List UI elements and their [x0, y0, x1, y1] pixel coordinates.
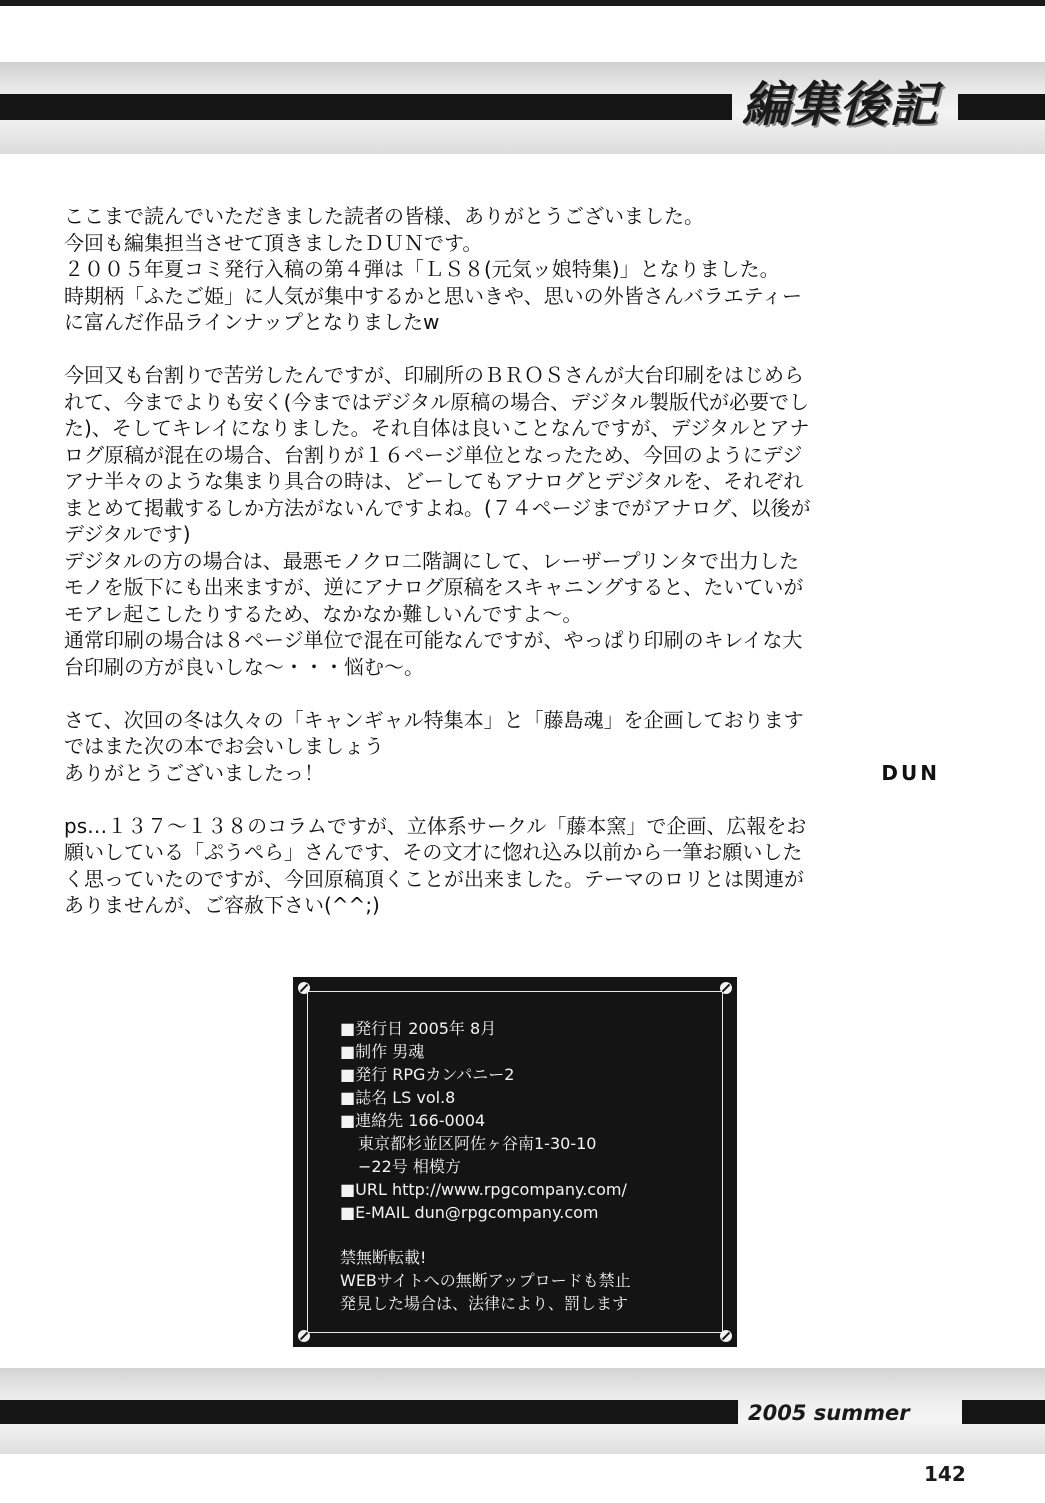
colophon-line: ■誌名 LS vol.8	[340, 1088, 456, 1107]
text-line: まとめて掲載するしか方法がないんですよね。(７４ページまでがアナログ、以後が	[64, 495, 811, 520]
text-line: た)、そしてキレイになりました。それ自体は良いことなんですが、デジタルとアナ	[64, 416, 810, 440]
colophon-gap	[340, 1224, 720, 1246]
screw-icon	[720, 1330, 732, 1342]
footer-bar-right	[962, 1400, 1045, 1424]
ps-line: ありませんが、ご容赦下さい(^^;)	[64, 893, 380, 917]
closing-text: ありがとうございましたっ！	[64, 760, 324, 785]
colophon-text	[340, 1017, 720, 1315]
notice-line: 発見した場合は、法律により、罰します	[340, 1294, 629, 1313]
colophon-line: ■発行 RPGカンパニー2	[340, 1065, 515, 1084]
text-line: 時期柄「ふたご姫」に人気が集中するかと思いきや、思いの外皆さんバラエティー	[64, 283, 802, 308]
paragraph-gap	[64, 680, 954, 707]
closing-line	[64, 760, 954, 787]
text-line: ログ原稿が混在の場合、台割りが１６ページ単位となったため、今回のようにデジ	[64, 442, 803, 467]
paragraph-1	[64, 203, 954, 336]
colophon-line: ■発行日 2005年 8月	[340, 1019, 497, 1038]
text-line: 台印刷の方が良いしな〜・・・悩む〜。	[64, 654, 424, 679]
ps-line: ps…１３７〜１３８のコラムですが、立体系サークル「藤本窯」で企画、広報をお	[64, 813, 807, 838]
text-line: モノを版下にも出来ますが、逆にアナログ原稿をスキャニングすると、たいていが	[64, 575, 804, 599]
page-number: 142	[924, 1462, 966, 1486]
text-line: 今回も編集担当させて頂きましたＤＵＮです。	[64, 230, 483, 255]
text-line: デジタルの方の場合は、最悪モノクロ二階調にして、レーザープリンタで出力した	[64, 548, 799, 573]
colophon-line: ■制作 男魂	[340, 1042, 425, 1061]
footer-label: 2005 summer	[748, 1401, 910, 1425]
afterword-body	[64, 203, 954, 919]
screw-icon	[298, 982, 310, 994]
colophon-line: 東京都杉並区阿佐ヶ谷南1-30-10	[358, 1134, 597, 1153]
ps-line: く思っていたのですが、今回原稿頂くことが出来ました。テーマのロリとは関連が	[64, 866, 804, 891]
colophon-line: ■URL http://www.rpgcompany.com/	[340, 1180, 627, 1199]
signature: DUN	[881, 760, 940, 785]
screw-icon	[298, 1330, 310, 1342]
notice-line: WEBサイトへの無断アップロードも禁止	[340, 1271, 631, 1290]
paragraph-2	[64, 362, 954, 680]
text-line: に富んだ作品ラインナップとなりましたw	[64, 310, 440, 334]
text-line: さて、次回の冬は久々の「キャンギャル特集本」と「藤島魂」を企画しております	[64, 707, 804, 732]
paragraph-gap	[64, 336, 954, 363]
header-bar-right	[958, 94, 1045, 120]
paragraph-3	[64, 707, 954, 787]
text-line: モアレ起こしたりするため、なかなか難しいんですよ〜。	[64, 601, 583, 626]
text-line: デジタルです)	[64, 522, 191, 546]
text-line: れて、今までよりも安く(今まではデジタル原稿の場合、デジタル製版代が必要でし	[64, 389, 810, 414]
text-line: アナ半々のような集まり具合の時は、どーしてもアナログとデジタルを、それぞれ	[64, 469, 804, 493]
text-line: ここまで読んでいただきました読者の皆様、ありがとうございました。	[64, 204, 704, 228]
text-line: ではまた次の本でお会いしましょう	[64, 734, 384, 758]
paragraph-gap	[64, 786, 954, 813]
notice-line: 禁無断転載!	[340, 1248, 427, 1267]
colophon-line: −22号 相模方	[358, 1157, 461, 1176]
screw-icon	[720, 982, 732, 994]
postscript	[64, 813, 954, 919]
text-line: 通常印刷の場合は８ページ単位で混在可能なんですが、やっぱり印刷のキレイな大	[64, 628, 803, 652]
ps-line: 願いしている「ぷうぺら」さんです、その文才に惚れ込み以前から一筆お願いした	[64, 840, 803, 864]
footer-bar-left	[0, 1400, 738, 1424]
text-line: 今回又も台割りで苦労したんですが、印刷所のＢＲＯＳさんが大台印刷をはじめら	[64, 363, 804, 387]
colophon-line: ■E-MAIL dun@rpgcompany.com	[340, 1203, 599, 1222]
text-line: ２００５年夏コミ発行入稿の第４弾は「ＬＳ８(元気ッ娘特集)」となりました。	[64, 257, 780, 281]
page-title: 編集後記	[742, 77, 939, 133]
top-rule	[0, 0, 1045, 6]
header-bar-left	[0, 94, 732, 120]
colophon-line: ■連絡先 166-0004	[340, 1111, 486, 1130]
